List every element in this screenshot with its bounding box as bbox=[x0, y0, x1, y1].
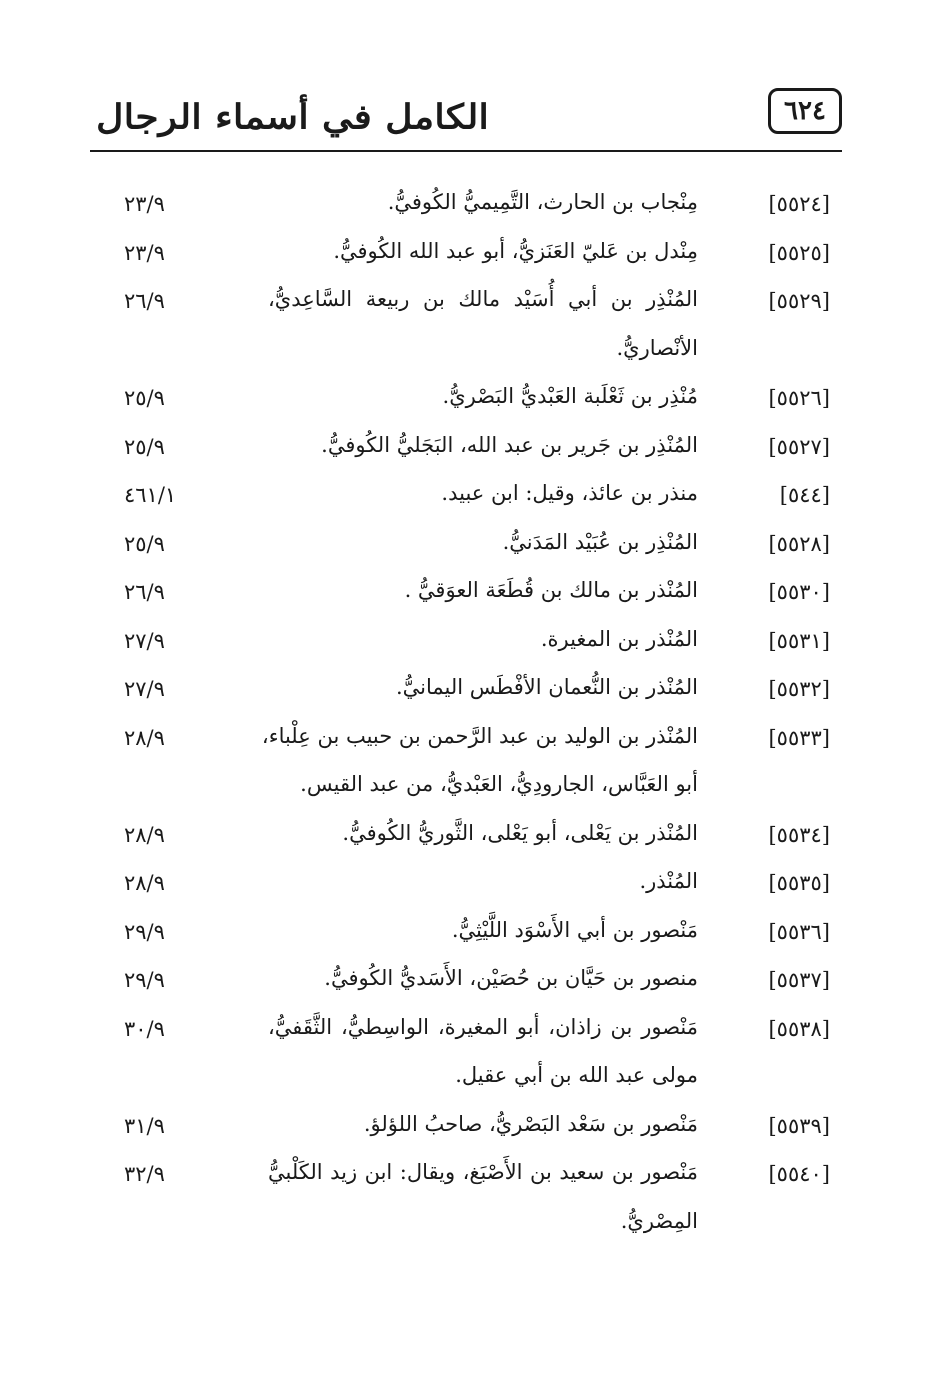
entry-reference: ٢٥/٩ bbox=[124, 434, 165, 459]
entry-name-continuation: المِصْريُّ. bbox=[620, 1208, 698, 1233]
entry-name: مَنْصور بن سَعْد البَصْريُّ، صاحبُ اللؤلؤ. bbox=[363, 1111, 698, 1136]
entry-list bbox=[110, 186, 840, 1253]
entry bbox=[110, 623, 840, 672]
entry-number: [٥٥٢٩] bbox=[768, 289, 830, 313]
page-number: ٦٢٤ bbox=[768, 88, 842, 134]
entry-reference: ٢٩/٩ bbox=[124, 968, 165, 992]
entry-reference: ٣٠/٩ bbox=[124, 1016, 165, 1041]
entry bbox=[110, 962, 840, 1011]
entry-number: [٥٥٣٥] bbox=[768, 871, 830, 895]
entry-number: [٥٥٢٥] bbox=[768, 240, 830, 265]
entry-reference: ٢٦/٩ bbox=[124, 580, 165, 604]
entry-name: المُنْذر. bbox=[639, 869, 698, 893]
entry bbox=[110, 380, 840, 429]
entry-name: المُنْذر بن يَعْلى، أبو يَعْلى، الثَّوريُّ الكُوفيُّ. bbox=[342, 820, 698, 845]
entry-reference: ٤٦١/١ bbox=[124, 483, 177, 507]
entry-name: مَنْصور بن سعيد بن الأَصْبَغ، ويقال: ابن زيد الكَلْبيُّ bbox=[268, 1160, 698, 1184]
entry-name: مَنْصور بن زاذان، أبو المغيرة، الواسِطيُّ، الثَّقَفيُّ، bbox=[268, 1014, 698, 1039]
entry-name: المُنْذر بن مالك بن قُطَعَة العوَقيُّ . bbox=[404, 578, 698, 602]
entry bbox=[110, 1108, 840, 1157]
entry bbox=[110, 574, 840, 623]
entry bbox=[110, 1011, 840, 1108]
entry-reference: ٣١/٩ bbox=[124, 1113, 165, 1138]
entry-number: [٥٥٢٨] bbox=[768, 531, 830, 556]
entry-name-continuation: أبو العَبَّاس، الجارودِيُّ، العَبْديُّ، من عبد القيس. bbox=[300, 772, 698, 796]
entry bbox=[110, 283, 840, 380]
entry-number: [٥٤٤] bbox=[779, 483, 830, 507]
entry-name: المُنْذِر بن جَرير بن عبد الله، البَجَليُّ الكُوفيُّ. bbox=[321, 432, 698, 457]
entry bbox=[110, 235, 840, 284]
entry-reference: ٢٧/٩ bbox=[124, 628, 165, 653]
entry-name: منصور بن حَيَّان بن حُصَيْن، الأَسَديُّ الكُوفيُّ. bbox=[324, 966, 698, 990]
entry-name: مُنْذِر بن ثَعْلَبة العَبْديُّ البَصْريُّ. bbox=[442, 384, 698, 408]
entry-reference: ٣٢/٩ bbox=[124, 1162, 165, 1186]
entry-number: [٥٥٣١] bbox=[768, 628, 830, 653]
entry-reference: ٢٥/٩ bbox=[124, 386, 165, 410]
entry-number: [٥٥٣٧] bbox=[768, 968, 830, 992]
entry-number: [٥٥٣٦] bbox=[768, 919, 830, 944]
entry-number: [٥٥٤٠] bbox=[768, 1162, 830, 1186]
entry-reference: ٢٣/٩ bbox=[124, 240, 165, 265]
entry-number: [٥٥٢٤] bbox=[768, 192, 830, 216]
entry-name: مَنْصور بن أبي الأَسْوَد اللَّيْثِيُّ. bbox=[451, 917, 698, 942]
entry-reference: ٢٦/٩ bbox=[124, 289, 165, 313]
entry-number: [٥٥٣٩] bbox=[768, 1113, 830, 1138]
entry-number: [٥٥٣٣] bbox=[768, 725, 830, 750]
entry-name: المُنْذر بن النُّعمان الأفْطَس اليمانيُّ. bbox=[395, 675, 698, 699]
entry bbox=[110, 526, 840, 575]
entry-number: [٥٥٢٦] bbox=[768, 386, 830, 410]
entry-reference: ٢٨/٩ bbox=[124, 725, 165, 750]
entry-name-continuation: مولى عبد الله بن أبي عقيل. bbox=[455, 1063, 698, 1087]
header-divider bbox=[90, 150, 842, 152]
entry-number: [٥٥٣٠] bbox=[768, 580, 830, 604]
entry-reference: ٢٩/٩ bbox=[124, 919, 165, 944]
entry bbox=[110, 186, 840, 235]
entry-name: المُنْذِر بن عُبَيْد المَدَنيُّ. bbox=[502, 529, 698, 554]
entry-number: [٥٥٣٢] bbox=[768, 677, 830, 701]
entry-name: المُنْذر بن الوليد بن عبد الرَّحمن بن حبيب بن عِلْباء، bbox=[261, 723, 698, 748]
entry-number: [٥٥٣٨] bbox=[768, 1016, 830, 1041]
entry bbox=[110, 865, 840, 914]
entry bbox=[110, 477, 840, 526]
entry-reference: ٢٨/٩ bbox=[124, 871, 165, 895]
entry-name: منذر بن عائذ، وقيل: ابن عبيد. bbox=[441, 481, 698, 505]
entry bbox=[110, 671, 840, 720]
entry-number: [٥٥٣٤] bbox=[768, 822, 830, 847]
page-header bbox=[80, 88, 850, 156]
entry-name: المُنْذِر بن أبي أُسَيْد مالك بن ربيعة السَّاعِديُّ، bbox=[268, 287, 698, 311]
entry-name: المُنْذر بن المغيرة. bbox=[540, 626, 698, 651]
entry bbox=[110, 817, 840, 866]
entry-reference: ٢٣/٩ bbox=[124, 192, 165, 216]
entry-name: مِنْجاب بن الحارث، التَّمِيميُّ الكُوفيُّ. bbox=[387, 190, 698, 214]
entry-name-continuation: الأنْصاريُّ. bbox=[616, 335, 698, 360]
entry bbox=[110, 720, 840, 817]
entry-reference: ٢٨/٩ bbox=[124, 822, 165, 847]
entry-reference: ٢٧/٩ bbox=[124, 677, 165, 701]
entry-number: [٥٥٢٧] bbox=[768, 434, 830, 459]
book-title: الكامل في أسماء الرجال bbox=[96, 96, 489, 137]
entry-reference: ٢٥/٩ bbox=[124, 531, 165, 556]
entry bbox=[110, 1156, 840, 1253]
entry bbox=[110, 914, 840, 963]
entry bbox=[110, 429, 840, 478]
entry-name: مِنْدل بن عَليّ العَنَزيُّ، أبو عبد الله الكُوفيُّ. bbox=[333, 238, 698, 263]
